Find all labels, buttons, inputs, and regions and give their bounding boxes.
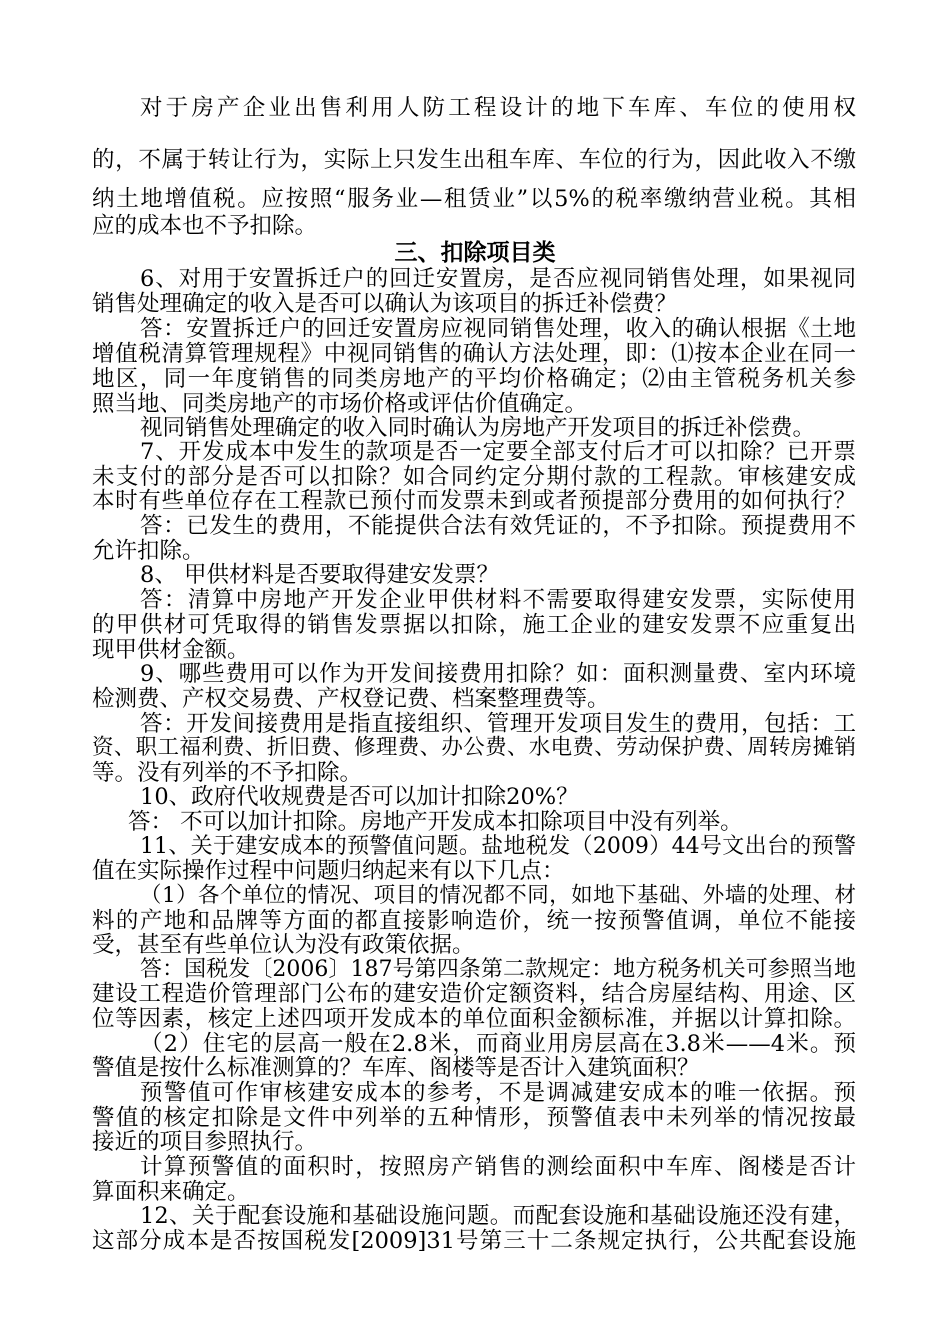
text-line: 应的成本也不予扣除。 xyxy=(92,213,318,239)
text-line: 7、开发成本中发生的款项是否一定要全部支付后才可以扣除？已开票 xyxy=(140,439,856,465)
text-line: 答： 不可以加计扣除。房地产开发成本扣除项目中没有列举。 xyxy=(128,809,743,835)
text-line: 答：清算中房地产开发企业甲供材料不需要取得建安发票，实际使用 xyxy=(140,587,856,613)
text-line: 的甲供材可凭取得的销售发票据以扣除，施工企业的建安发票不应重复出 xyxy=(92,612,856,638)
text-line: 检测费、产权交易费、产权登记费、档案整理费等。 xyxy=(92,686,610,712)
text-line: （2）住宅的层高一般在2.8米，而商业用房层高在3.8米——4米。预 xyxy=(140,1031,856,1057)
text-line: 允许扣除。 xyxy=(92,538,205,564)
text-line: 位等因素，核定上述四项开发成本的单位面积金额标准，并据以计算扣除。 xyxy=(92,1006,856,1032)
text-line: 8、 甲供材料是否要取得建安发票？ xyxy=(140,562,499,588)
text-line: 料的产地和品牌等方面的都直接影响造价，统一按预警值调，单位不能接 xyxy=(92,908,856,934)
text-line: 建设工程造价管理部门公布的建安造价定额资料，结合房屋结构、用途、区 xyxy=(92,981,856,1007)
text-line: 值在实际操作过程中问题归纳起来有以下几点： xyxy=(92,858,565,884)
section-heading: 三、扣除项目类 xyxy=(394,240,556,266)
text-line: 答：已发生的费用，不能提供合法有效凭证的，不予扣除。预提费用不 xyxy=(140,513,856,539)
text-line: 销售处理确定的收入是否可以确认为该项目的拆迁补偿费？ xyxy=(92,291,678,317)
text-line: 对于房产企业出售利用人防工程设计的地下车库、车位的使用权 xyxy=(140,95,856,121)
text-line: 受，甚至有些单位认为没有政策依据。 xyxy=(92,932,475,958)
text-line: 的，不属于转让行为，实际上只发生出租车库、车位的行为，因此收入不缴 xyxy=(92,147,856,173)
text-line: 答：安置拆迁户的回迁安置房应视同销售处理，收入的确认根据《土地 xyxy=(140,316,856,342)
text-line: 警值是按什么标准测算的？车库、阁楼等是否计入建筑面积？ xyxy=(92,1055,700,1081)
text-line: 照当地、同类房地产的市场价格或评估价值确定。 xyxy=(92,391,588,417)
text-line: 纳土地增值税。应按照“服务业—租赁业”以5%的税率缴纳营业税。其相 xyxy=(92,186,856,212)
text-line: 现甲供材金额。 xyxy=(92,637,250,663)
text-line: 算面积来确定。 xyxy=(92,1179,250,1205)
text-line: （1）各个单位的情况、项目的情况都不同，如地下基础、外墙的处理、材 xyxy=(140,883,856,908)
text-line: 警值的核定扣除是文件中列举的五种情形，预警值表中未列举的情况按最 xyxy=(92,1105,856,1131)
text-line: 接近的项目参照执行。 xyxy=(92,1129,318,1155)
text-line: 等。没有列举的不予扣除。 xyxy=(92,760,363,786)
text-line: 资、职工福利费、折旧费、修理费、办公费、水电费、劳动保护费、周转房摊销 xyxy=(92,735,856,760)
text-line: 计算预警值的面积时，按照房产销售的测绘面积中车库、阁楼是否计 xyxy=(140,1154,856,1180)
text-line: 未支付的部分是否可以扣除？如合同约定分期付款的工程款。审核建安成 xyxy=(92,464,856,490)
text-line: 地区，同一年度销售的同类房地产的平均价格确定；⑵由主管税务机关参 xyxy=(92,366,856,392)
text-line: 答：开发间接费用是指直接组织、管理开发项目发生的费用，包括：工 xyxy=(140,711,856,737)
text-line: 11、关于建安成本的预警值问题。盐地税发（2009）44号文出台的预警 xyxy=(140,834,856,859)
text-line: 本时有些单位存在工程款已预付而发票未到或者预提部分费用的如何执行？ xyxy=(92,488,856,514)
text-line: 6、对用于安置拆迁户的回迁安置房，是否应视同销售处理，如果视同 xyxy=(140,266,856,292)
text-line: 视同销售处理确定的收入同时确认为房地产开发项目的拆迁补偿费。 xyxy=(140,415,816,441)
text-line: 预警值可作审核建安成本的参考，不是调减建安成本的唯一依据。预 xyxy=(140,1080,856,1106)
text-line: 12、关于配套设施和基础设施问题。而配套设施和基础设施还没有建， xyxy=(140,1203,856,1229)
text-line: 这部分成本是否按国税发[2009]31号第三十二条规定执行，公共配套设施 xyxy=(92,1228,856,1254)
text-line: 答：国税发〔2006〕187号第四条第二款规定：地方税务机关可参照当地 xyxy=(140,957,856,982)
text-line: 9、哪些费用可以作为开发间接费用扣除？如：面积测量费、室内环境 xyxy=(140,661,856,687)
text-line: 10、政府代收规费是否可以加计扣除20%？ xyxy=(140,784,579,810)
text-line: 增值税清算管理规程》中视同销售的确认方法处理，即：⑴按本企业在同一 xyxy=(92,341,856,367)
